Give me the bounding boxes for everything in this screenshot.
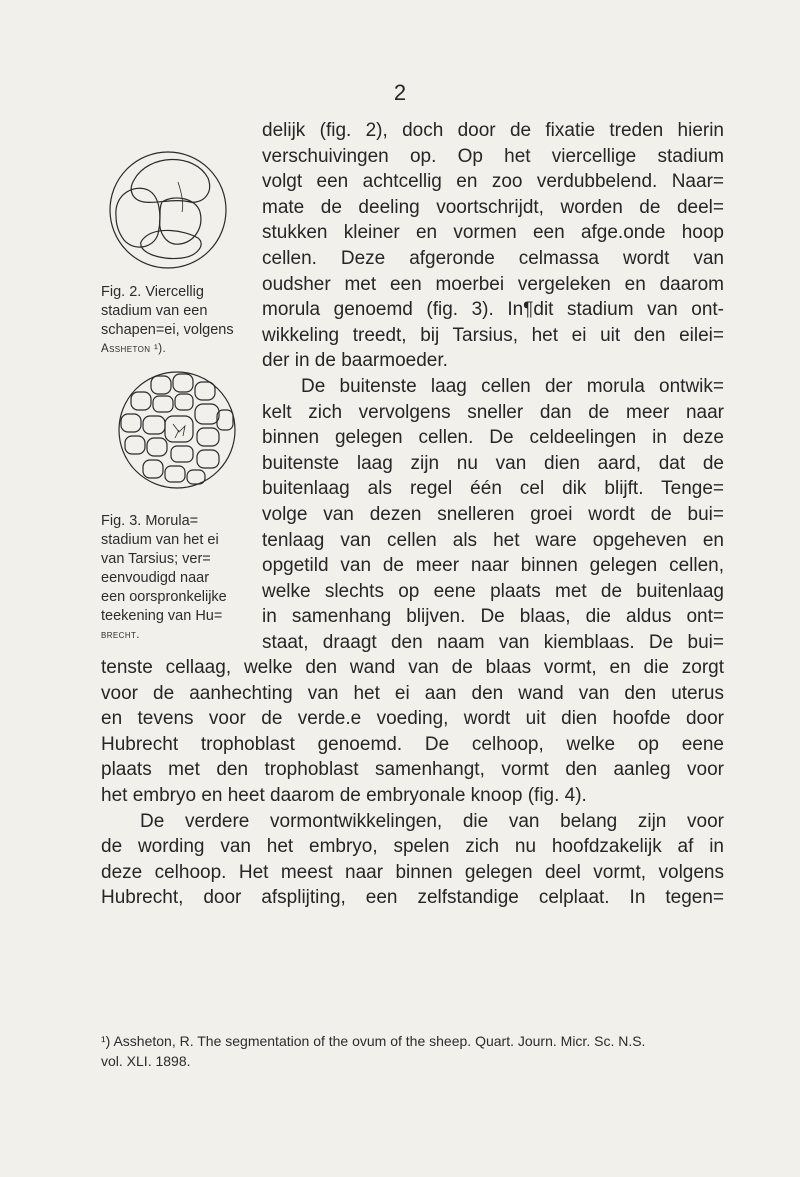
text-line: buitenste laag zijn nu van dien aard, dat de	[262, 452, 724, 474]
caption-line: van Tarsius; ver=	[101, 551, 211, 567]
footnote-line: vol. XLI. 1898.	[101, 1053, 191, 1069]
text-line: en tevens voor de verde.e voeding, wordt uit dien hoofde door	[101, 708, 724, 730]
text-line: oudsher met een moerbei vergeleken en daarom	[262, 273, 724, 295]
text-line: De verdere vormontwikkelingen, die van belang zijn voor	[140, 810, 724, 832]
caption-line: Fig. 2. Viercellig	[101, 284, 204, 300]
text-line: De buitenste laag cellen der morula ontwik=	[301, 375, 724, 397]
footnote	[101, 1031, 724, 1071]
full-width-text	[101, 655, 724, 911]
text-line: der in de baarmoeder.	[262, 350, 448, 372]
text-line: opgetild van de meer naar binnen gelegen cellen,	[262, 555, 724, 577]
text-line: volge van dezen snelleren groei wordt de bui=	[262, 503, 724, 525]
figure-3-caption	[101, 512, 253, 645]
text-line: Hubrecht trophoblast genoemd. De celhoop, welke op eene	[101, 733, 724, 755]
text-line: morula genoemd (fig. 3). In¶dit stadium van ont-	[262, 299, 724, 321]
text-line: het embryo en heet daarom de embryonale knoop (fig. 4).	[101, 784, 587, 806]
text-line: voor de aanhechting van het ei aan den wand van den uterus	[101, 682, 724, 704]
column-text	[262, 118, 724, 655]
footnote-line: ¹) Assheton, R. The segmentation of the ovum of the sheep. Quart. Journ. Micr. Sc. N.S.	[101, 1033, 646, 1049]
caption-line: brecht.	[101, 629, 140, 641]
text-line: stukken kleiner en vormen een afge.onde hoop	[262, 222, 724, 244]
caption-line: Assheton ¹).	[101, 343, 167, 355]
text-line: buitenlaag als regel één cel dik blijft. Tenge=	[262, 478, 724, 500]
page-number: 2	[393, 80, 407, 105]
text-line: Hubrecht, door afsplijting, een zelfstandige celplaat. In tegen=	[101, 887, 724, 909]
text-line: welke slechts op eene plaats met de buitenlaag	[262, 580, 724, 602]
text-line: cellen. Deze afgeronde celmassa wordt van	[262, 247, 724, 269]
caption-line: stadium van een	[101, 303, 208, 319]
figure-2-caption	[101, 283, 253, 359]
text-line: binnen gelegen cellen. De celdeelingen in deze	[262, 427, 724, 449]
text-line: tenste cellaag, welke den wand van de blaas vormt, en die zorgt	[101, 657, 724, 678]
text-line: mate de deeling voortschrijdt, worden de deel=	[262, 196, 724, 218]
caption-line: schapen=ei, volgens	[101, 322, 234, 338]
text-line: tenlaag van cellen als het ware opgeheven en	[262, 529, 724, 551]
text-line: deze celhoop. Het meest naar binnen gelegen deel vormt, volgens	[101, 861, 724, 883]
caption-line: Fig. 3. Morula=	[101, 513, 199, 529]
text-line: de wording van het embryo, spelen zich nu hoofdzakelijk af in	[101, 836, 724, 858]
text-line: staat, draagt den naam van kiemblaas. De bui=	[262, 631, 724, 653]
caption-line: teekening van Hu=	[101, 608, 223, 624]
figure-2-illustration	[104, 142, 236, 278]
text-line: in samenhang blijven. De blaas, die aldus ont=	[262, 606, 724, 628]
caption-line: stadium van het ei	[101, 532, 219, 548]
text-line: delijk (fig. 2), doch door de fixatie treden hierin	[262, 120, 724, 141]
text-line: volgt een achtcellig en zoo verdubbelend. Naar=	[262, 171, 724, 193]
caption-line: eenvoudigd naar	[101, 570, 210, 586]
text-line: plaats met den trophoblast samenhangt, vormt den aanleg voor	[101, 759, 724, 781]
figure-3-illustration	[113, 366, 243, 496]
caption-line: een oorspronkelijke	[101, 589, 227, 605]
text-line: verschuivingen op. Op het viercellige stadium	[262, 145, 724, 167]
text-line: kelt zich vervolgens sneller dan de meer naar	[262, 401, 724, 423]
text-line: wikkeling treedt, bij Tarsius, het ei uit den eilei=	[262, 324, 724, 346]
